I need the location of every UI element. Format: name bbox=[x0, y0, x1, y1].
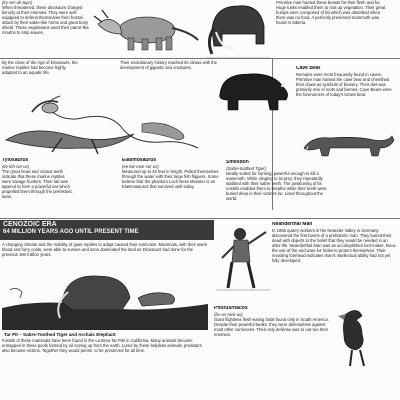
sea-reptiles-illustration bbox=[2, 84, 202, 158]
cenozoic-era-banner bbox=[0, 220, 214, 240]
smilodon-text: Ideally suited for hunting; powerful enough to kill a mammoth. While clinging to its prey, they repeatedly stabbed with their sabre teeth. The positioning of its nostrils enabled them to breathe while their teeth were buried deep in their victim's fur. Lived throughout the world. bbox=[226, 170, 327, 201]
tar-pit-caption: Tar Pit – Sabre-Toothed Tiger and Archaic Elephant bbox=[4, 332, 116, 337]
marine-intro-text: By the close of the Age of Dinosaurs, the marine reptiles had become highly adapted to an aquatic life. bbox=[2, 60, 78, 75]
tar-pit-illustration bbox=[2, 268, 208, 330]
phorusrhacos-text: Giant flightless flesh-eating birds found only in South America. Despite their powerful beaks, they were defenseless against most other carnivores. Their only defense was to out-run their enemies. bbox=[214, 316, 329, 337]
phorusrhacos-block bbox=[214, 306, 330, 364]
smilodon-title: Smilodon bbox=[226, 160, 249, 165]
neanderthal-text: In 1856 quarry workers in the Neander Valley in Germany discovered the first bones of a prehistoric man. They buried their dead with objects to the belief that they would be needed in an after-life. Neanderthal Man was an accomplished tool-maker, knew the use of fire and wore fur hides to protect themselves. Their receding forehead indicates man's intellectual ability had not yet fully developed. bbox=[272, 227, 396, 263]
phorusrhacos-illustration bbox=[332, 306, 398, 370]
section-divider bbox=[0, 218, 400, 219]
smilodon-illustration bbox=[300, 130, 396, 160]
phorusrhacos-title: Phorusrhacos bbox=[214, 306, 248, 311]
era-span: 64 MILLION YEARS AGO UNTIL PRESENT TIME bbox=[3, 229, 139, 235]
evolution-text: Their evolutionary history reached its climax with the development of gigantic sea creatures. bbox=[120, 60, 218, 70]
triceratops-pronunciation: (try-ser-uh-tops) bbox=[2, 0, 32, 5]
era-title: CENOZOIC ERA bbox=[3, 221, 57, 228]
cenozoic-intro-text: A changing climate and the mobility of giant reptiles to adapt caused their extinction. Mammals, with their warm blood and furry coats, were able to survive and soon dominated the land as Dinosaurs had done for the previous 160 million years. bbox=[2, 242, 208, 257]
cave-bear-block bbox=[296, 66, 398, 126]
section-divider bbox=[0, 58, 400, 59]
mammoth-block bbox=[276, 0, 386, 42]
evolution-block bbox=[120, 60, 220, 82]
tar-pit-block bbox=[2, 338, 210, 368]
tar-pit-text: Fossils of these mammals have been found in the La Brea Tar Pits in California. Many animals became entrapped in these pools formed by oil oozing up from the earth. Lured by these helpless animals, predators also became victims. Together they would perish, to be preserved for all time. bbox=[2, 338, 202, 353]
tylosaurus-pronunciation: (tie-loh-sor-us) bbox=[2, 163, 30, 169]
smilodon-subtitle: (Sabre-toothed Tiger) bbox=[226, 165, 266, 171]
cave-bear-text: Remains were most frequently found in caves. Primitive man hunted the cave bear and cherished their claws as symbols of bravery. Their diet was primarily one of roots and berries. Cave Bears were the forerunners of today's brown bear. bbox=[296, 71, 392, 97]
triceratops-illustration bbox=[92, 4, 202, 54]
cenozoic-intro-block bbox=[2, 242, 208, 264]
tylosaurus-title: Tylosaurus bbox=[2, 158, 29, 163]
mammoth-text: Primitive man hunted these beasts for their flesh and fur. Huge tusks enabled them to root up vegetation. Their great humps were composed of fat which was absorbed when there was no food. A perfectly preserved mammoth was found in Siberia. bbox=[276, 0, 386, 25]
neanderthal-title: Neanderthal Man bbox=[272, 222, 313, 227]
smilodon-block bbox=[226, 160, 332, 218]
elasmosaurus-pronunciation: (ee-laz-moe-sor-us) bbox=[122, 163, 159, 169]
triceratops-block bbox=[2, 0, 92, 45]
cave-bear-title: Cave Bear bbox=[296, 66, 321, 71]
phorusrhacos-pronunciation: (for-us-rack-us) bbox=[214, 311, 243, 317]
neanderthal-illustration bbox=[214, 224, 272, 294]
tylosaurus-block bbox=[2, 158, 74, 214]
cave-bear-illustration bbox=[212, 64, 294, 114]
triceratops-text: When threatened, these dinosaurs charged fiercely at their enemies. They were well equipped to defend themselves from frontal attack by their sabre-like horns and great bony shield. These vegetarians used their parrot-like mouths to strip leaves. bbox=[2, 5, 89, 35]
elasmosaurus-block bbox=[122, 158, 226, 214]
mammoth-illustration bbox=[202, 0, 274, 60]
elasmosaurus-title: Elasmosaurus bbox=[122, 158, 157, 163]
tylosaurus-text: The great head and vicious teeth indicate that these marine reptiles were savage hunters. Their tail was tapered to form a powerful oar which propelled them through the prehistoric seas. bbox=[2, 168, 73, 199]
elasmosaurus-text: Measured up to 40 feet in length. Pulled themselves through the water with their large fish flippers. Some believe that the phantom Loch Ness Monster is an Elasmosaurus that survived until today. bbox=[122, 168, 219, 189]
neanderthal-block bbox=[272, 222, 398, 306]
